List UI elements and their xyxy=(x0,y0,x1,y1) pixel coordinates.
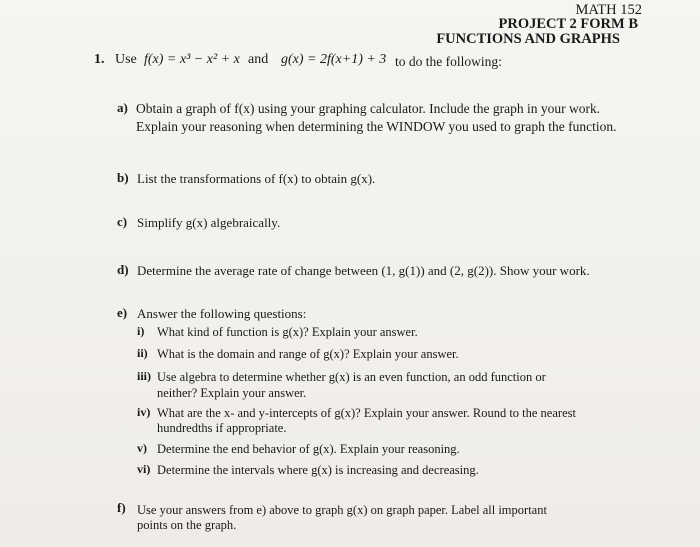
part-e-iii-label: iii) xyxy=(137,369,151,383)
part-c-text: Simplify g(x) algebraically. xyxy=(137,215,281,230)
problem-use-word: Use xyxy=(115,52,137,67)
part-d-text: Determine the average rate of change between (1, g(1)) and (2, g(2)). Show your work. xyxy=(137,263,590,278)
part-f-label: f) xyxy=(117,500,126,515)
project-title: PROJECT 2 FORM B xyxy=(498,16,638,32)
part-e-i-text: What kind of function is g(x)? Explain your answer. xyxy=(157,325,418,339)
part-e-iv-line2: hundredths if appropriate. xyxy=(157,421,287,435)
part-b-text: List the transformations of f(x) to obtain g(x). xyxy=(137,171,376,186)
part-b-label: b) xyxy=(117,170,129,185)
part-a-label: a) xyxy=(117,100,128,115)
g-definition: g(x) = 2f(x+1) + 3 xyxy=(281,52,387,67)
part-a-line1: Obtain a graph of f(x) using your graphing calculator. Include the graph in your work. xyxy=(136,101,601,116)
part-e-ii-label: ii) xyxy=(137,346,148,360)
problem-tail: to do the following: xyxy=(395,54,502,69)
part-a-line2: Explain your reasoning when determining the WINDOW you used to graph the function. xyxy=(136,119,617,134)
part-e-iv-line1: What are the x- and y-intercepts of g(x)? Explain your answer. Round to the nearest xyxy=(157,406,576,420)
part-e-iii-line1: Use algebra to determine whether g(x) is an even function, an odd function or xyxy=(157,370,546,384)
f-definition: f(x) = x³ − x² + x xyxy=(144,52,240,67)
part-e-i-label: i) xyxy=(137,324,145,338)
course-title: MATH 152 xyxy=(575,2,642,18)
part-e-text: Answer the following questions: xyxy=(137,306,307,321)
part-e-v-label: v) xyxy=(137,441,147,455)
part-e-v-text: Determine the end behavior of g(x). Explain your reasoning. xyxy=(157,442,460,456)
part-c-label: c) xyxy=(117,214,128,229)
problem-number: 1. xyxy=(94,52,105,67)
part-f-line1: Use your answers from e) above to graph g(x) on graph paper. Label all important xyxy=(137,503,547,517)
part-e-iii-line2: neither? Explain your answer. xyxy=(157,386,307,400)
part-d-label: d) xyxy=(117,262,129,277)
part-e-iv-label: iv) xyxy=(137,405,151,419)
problem-and-word: and xyxy=(248,52,269,67)
part-e-vi-label: vi) xyxy=(137,462,151,476)
topic-title: FUNCTIONS AND GRAPHS xyxy=(436,31,620,47)
part-e-label: e) xyxy=(117,305,128,320)
part-e-vi-text: Determine the intervals where g(x) is increasing and decreasing. xyxy=(157,463,479,477)
part-e-ii-text: What is the domain and range of g(x)? Explain your answer. xyxy=(157,347,459,361)
part-f-line2: points on the graph. xyxy=(137,518,237,532)
